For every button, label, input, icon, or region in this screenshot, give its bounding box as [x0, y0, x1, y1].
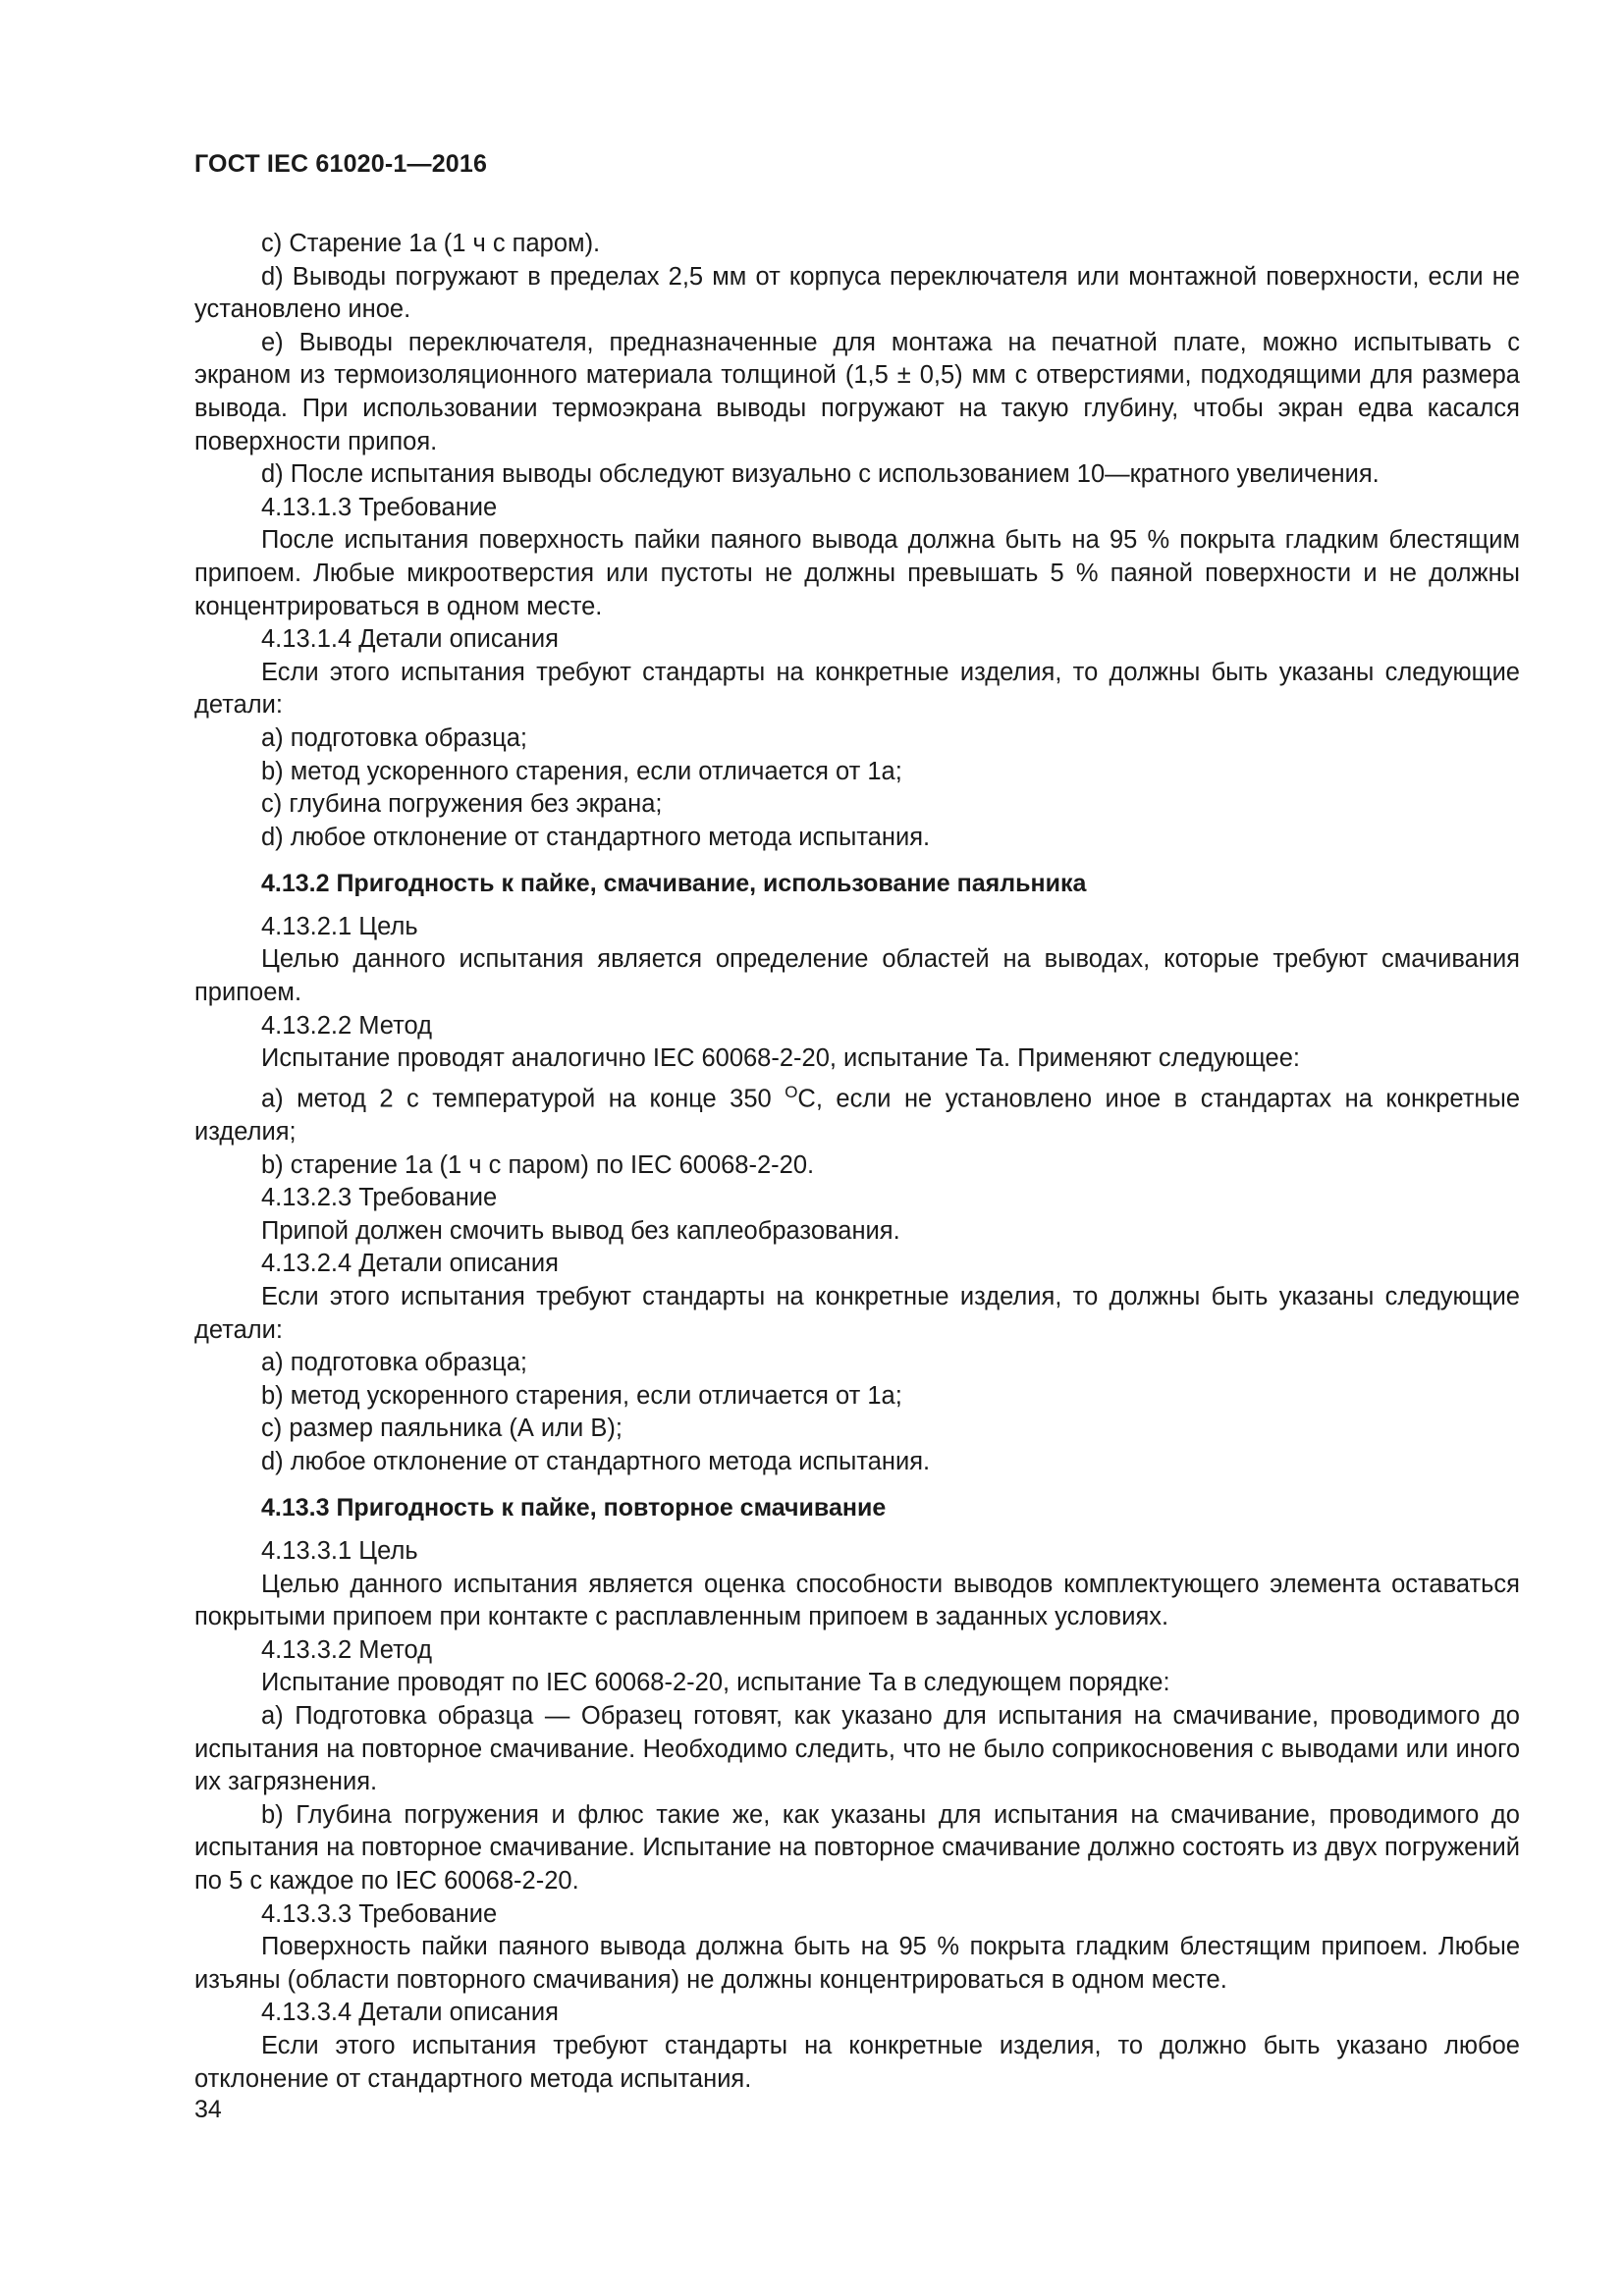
clause-heading: 4.13.1.4 Детали описания — [261, 625, 559, 654]
section-heading: 4.13.2 Пригодность к пайке, смачивание, использование паяльника — [261, 870, 1087, 898]
list-item: b) метод ускоренного старения, если отличается от 1а; — [261, 1381, 902, 1410]
clause-heading: 4.13.2.2 Метод — [261, 1011, 433, 1040]
paragraph: d) После испытания выводы обследуют визуально с использованием 10—кратного увеличения. — [261, 460, 1380, 489]
clause-heading: 4.13.2.1 Цель — [261, 912, 418, 940]
clause-heading: 4.13.1.3 Требование — [261, 493, 498, 521]
list-item: b) метод ускоренного старения, если отличается от 1а; — [261, 757, 902, 785]
list-item: a) подготовка образца; — [261, 1349, 527, 1377]
clause-heading: 4.13.2.3 Требование — [261, 1184, 498, 1212]
paragraph: Целью данного испытания является определение областей на выводах, которые требуют смачивания припоем. — [194, 945, 1520, 1007]
paragraph: Поверхность пайки паяного вывода должна быть на 95 % покрыта гладким блестящим припоем. Любые изъяны (области повторного смачивания) не должны концентрироваться в одном месте. — [194, 1933, 1520, 1994]
clause-heading: 4.13.2.4 Детали описания — [261, 1250, 559, 1278]
document-header: ГОСТ IEC 61020-1—2016 — [194, 150, 488, 178]
paragraph: Если этого испытания требуют стандарты на конкретные изделия, то должны быть указаны следующие детали: — [194, 1282, 1520, 1344]
list-item: a) подготовка образца; — [261, 723, 527, 752]
list-item: a) Подготовка образца — Образец готовят, как указано для испытания на смачивание, проводимого до испытания на повторное смачивание. Необходимо следить, что не было соприкосновения с выводами или иного их загрязнения. — [194, 1702, 1520, 1796]
list-item: c) глубина погружения без экрана; — [261, 790, 663, 819]
list-item: c) размер паяльника (А или В); — [261, 1415, 623, 1443]
list-item: d) любое отклонение от стандартного метода испытания. — [261, 1447, 931, 1475]
paragraph: Испытание проводят по IEC 60068-2-20, испытание Та в следующем порядке: — [261, 1669, 1170, 1697]
list-item — [194, 1076, 1520, 1149]
clause-heading: 4.13.3.1 Цель — [261, 1537, 418, 1566]
paragraph: Припой должен смочить вывод без каплеобразования. — [261, 1216, 900, 1245]
paragraph: После испытания поверхность пайки паяного вывода должна быть на 95 % покрыта гладким блестящим припоем. Любые микроотверстия или пустоты не должны превышать 5 % паяной поверхности и не должны концентрироваться в одном месте. — [194, 526, 1520, 620]
paragraph: c) Старение 1а (1 ч с паром). — [261, 230, 601, 257]
paragraph: e) Выводы переключателя, предназначенные для монтажа на печатной плате, можно испытывать с экраном из термоизоляционного материала толщиной (1,5 ± 0,5) мм с отверстиями, подходящими для размера вывода. При использовании термоэкрана выводы погружают на такую глубину, чтобы экран едва касался поверхности припоя. — [194, 328, 1520, 455]
text-run: C, если не установлено иное в стандартах на конкретные изделия; — [194, 1085, 1521, 1146]
clause-heading: 4.13.3.2 Метод — [261, 1635, 433, 1664]
document-body — [194, 228, 1520, 2096]
clause-heading: 4.13.3.3 Требование — [261, 1899, 498, 1928]
page-number: 34 — [194, 2096, 222, 2123]
degree-superscript: O — [785, 1082, 798, 1101]
paragraph: d) Выводы погружают в пределах 2,5 мм от корпуса переключателя или монтажной поверхности, если не установлено иное. — [194, 262, 1520, 324]
text-run: a) метод 2 с температурой на конце 350 — [261, 1085, 785, 1113]
clause-heading: 4.13.3.4 Детали описания — [261, 1999, 559, 2027]
list-item: b) старение 1а (1 ч с паром) по IEC 60068-2-20. — [261, 1150, 815, 1179]
section-heading: 4.13.3 Пригодность к пайке, повторное смачивание — [261, 1494, 887, 1522]
paragraph: Если этого испытания требуют стандарты на конкретные изделия, то должны быть указаны следующие детали: — [194, 658, 1520, 720]
list-item: d) любое отклонение от стандартного метода испытания. — [261, 823, 931, 851]
paragraph: Испытание проводят аналогично IEC 60068-2-20, испытание Та. Применяют следующее: — [261, 1044, 1300, 1073]
paragraph: Если этого испытания требуют стандарты на конкретные изделия, то должно быть указано любое отклонение от стандартного метода испытания. — [194, 2031, 1520, 2093]
paragraph: Целью данного испытания является оценка способности выводов комплектующего элемента оставаться покрытыми припоем при контакте с расплавленным припоем в заданных условиях. — [194, 1570, 1520, 1631]
list-item: b) Глубина погружения и флюс такие же, как указаны для испытания на смачивание, проводимого до испытания на повторное смачивание. Испытание на повторное смачивание должно состоять из двух погружений по 5 с каждое по IEC 60068-2-20. — [194, 1800, 1520, 1895]
